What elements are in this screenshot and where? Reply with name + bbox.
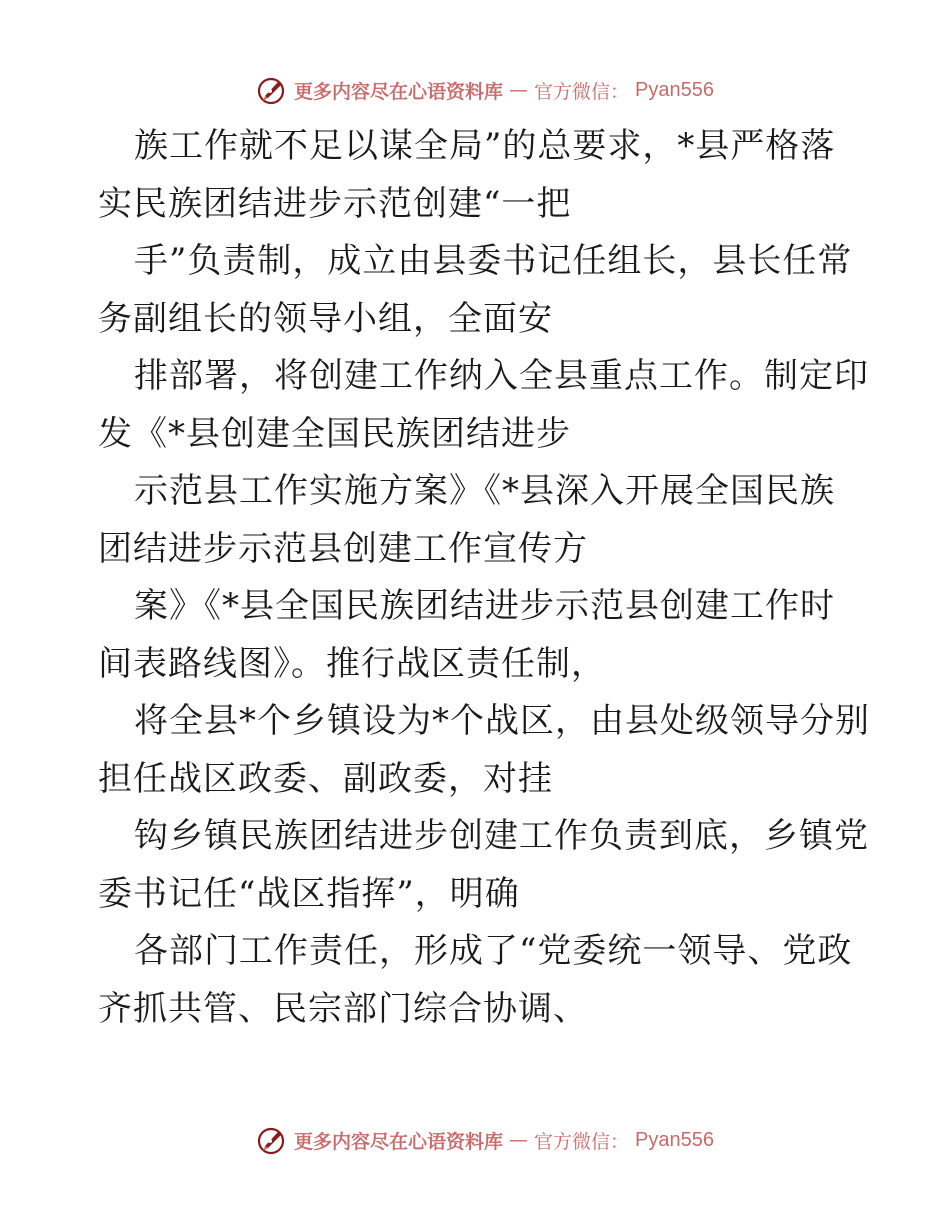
body-line: 排部署，将创建工作纳入全县重点工作。制定印 xyxy=(134,356,869,396)
body-line: 案》《*县全国民族团结进步示范县创建工作时 xyxy=(134,586,835,626)
header-banner xyxy=(0,70,950,110)
body-line: 实民族团结进步示范创建“一把 xyxy=(98,183,572,224)
header-banner-separator: — xyxy=(509,79,529,101)
header-wechat-label: 官方微信： xyxy=(534,80,630,103)
body-line: 族工作就不足以谋全局”的总要求，*县严格落 xyxy=(134,126,836,166)
body-line: 手”负责制，成立由县委书记任组长，县长任常 xyxy=(134,241,853,281)
header-banner-inner xyxy=(256,74,714,106)
body-line: 各部门工作责任，形成了“党委统一领导、党政 xyxy=(134,931,853,971)
body-line: 团结进步示范县创建工作宣传方 xyxy=(98,528,588,569)
body-line: 担任战区政委、副政委，对挂 xyxy=(98,758,553,799)
body-line: 齐抓共管、民宗部门综合协调、 xyxy=(98,988,588,1029)
pen-nib-logo-icon xyxy=(256,1124,288,1156)
body-line: 钩乡镇民族团结进步创建工作负责到底，乡镇党 xyxy=(134,816,869,856)
pen-nib-logo-icon xyxy=(256,74,288,106)
body-line: 务副组长的领导小组，全面安 xyxy=(98,298,553,339)
footer-wechat-label: 官方微信： xyxy=(534,1130,630,1153)
body-line: 委书记任“战区指挥”，明确 xyxy=(98,873,520,914)
document-body xyxy=(0,118,950,1038)
footer-banner-separator: — xyxy=(509,1129,529,1151)
header-banner-text: 更多内容尽在心语资料库 xyxy=(294,80,504,103)
footer-banner xyxy=(0,1120,950,1160)
header-wechat-id: Pyan556 xyxy=(635,78,714,101)
body-line: 发《*县创建全国民族团结进步 xyxy=(98,413,571,454)
body-line: 间表路线图》。推行战区责任制， xyxy=(98,643,606,684)
body-line: 示范县工作实施方案》《*县深入开展全国民族 xyxy=(134,471,835,511)
body-line: 将全县*个乡镇设为*个战区，由县处级领导分别 xyxy=(134,701,870,741)
footer-banner-text: 更多内容尽在心语资料库 xyxy=(294,1130,504,1153)
footer-wechat-id: Pyan556 xyxy=(635,1128,714,1151)
footer-banner-inner xyxy=(256,1124,714,1156)
